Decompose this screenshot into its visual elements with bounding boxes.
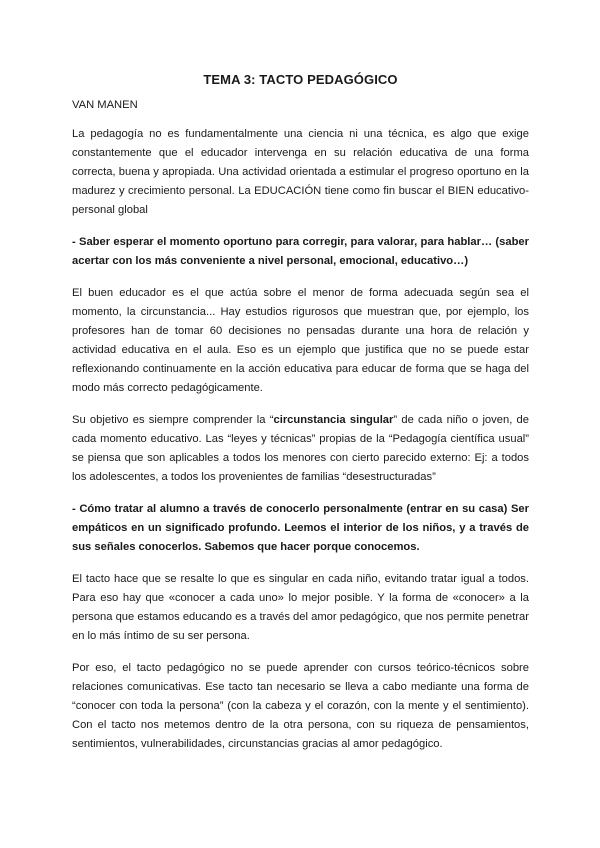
author-name: VAN MANEN <box>72 99 138 111</box>
document-title: TEMA 3: TACTO PEDAGÓGICO <box>203 72 398 87</box>
objective-text-end: ” de cada niño o joven, de cada momento educativo. Las “leyes y técnicas” propias de la “Pedagogía científica usual” se piensa que son aplicables a todos los menores con cierto parecido externo: Ej: a todos los adolescentes, a todos los provenientes de familias “desestructuradas” <box>72 414 529 483</box>
objective-bold-term: circunstancia singular <box>273 414 394 426</box>
paragraph-objective <box>72 411 529 487</box>
paragraph-intro: La pedagogía no es fundamentalmente una ciencia ni una técnica, es algo que exige constantemente que el educador intervenga en su relación educativa de una forma correcta, buena y apropiada. Una actividad orientada a estimular el progreso oportuno en la madurez y crecimiento personal. La EDUCACIÓN tiene como fin buscar el BIEN educativo-personal global <box>72 128 529 216</box>
key-point-timing: - Saber esperar el momento oportuno para corregir, para valorar, para hablar… (saber acertar con los más conveniente a nivel personal, emocional, educativo…) <box>72 236 529 267</box>
paragraph-tact-singular: El tacto hace que se resalte lo que es singular en cada niño, evitando tratar igual a todos. Para eso hay que «conocer a cada uno» lo mejor posible. Y la forma de «conocer» a la persona que estamos educando es a través del amor pedagógico, que nos permite penetrar en lo más íntimo de su ser persona. <box>72 573 529 642</box>
paragraph-tact-learning: Por eso, el tacto pedagógico no se puede aprender con cursos teórico-técnicos sobre relaciones comunicativas. Ese tacto tan necesario se lleva a cabo mediante una forma de “conocer con toda la persona” (con la cabeza y el corazón, con la mente y el sentimiento). Con el tacto nos metemos dentro de la otra persona, con su riqueza de pensamientos, sentimientos, vulnerabilidades, circunstancias gracias al amor pedagógico. <box>72 662 529 750</box>
key-point-knowing-student: - Cómo tratar al alumno a través de conocerlo personalmente (entrar en su casa) Ser empáticos en un significado profundo. Leemos el interior de los niños, y a través de sus señales conocerlos. Sabemos que hacer porque conocemos. <box>72 503 529 553</box>
objective-text-start: Su objetivo es siempre comprender la “ <box>72 414 274 426</box>
paragraph-good-educator: El buen educador es el que actúa sobre el menor de forma adecuada según sea el momento, la circunstancia... Hay estudios rigurosos que muestran que, por ejemplo, los profesores han de tomar 60 decisiones no pensadas durante una hora de relación y actividad educativa en el aula. Eso es un ejemplo que justifica que no se puede estar reflexionando continuamente en la acción educativa para educar de forma que se haga del modo más correcto pedagógicamente. <box>72 287 529 394</box>
